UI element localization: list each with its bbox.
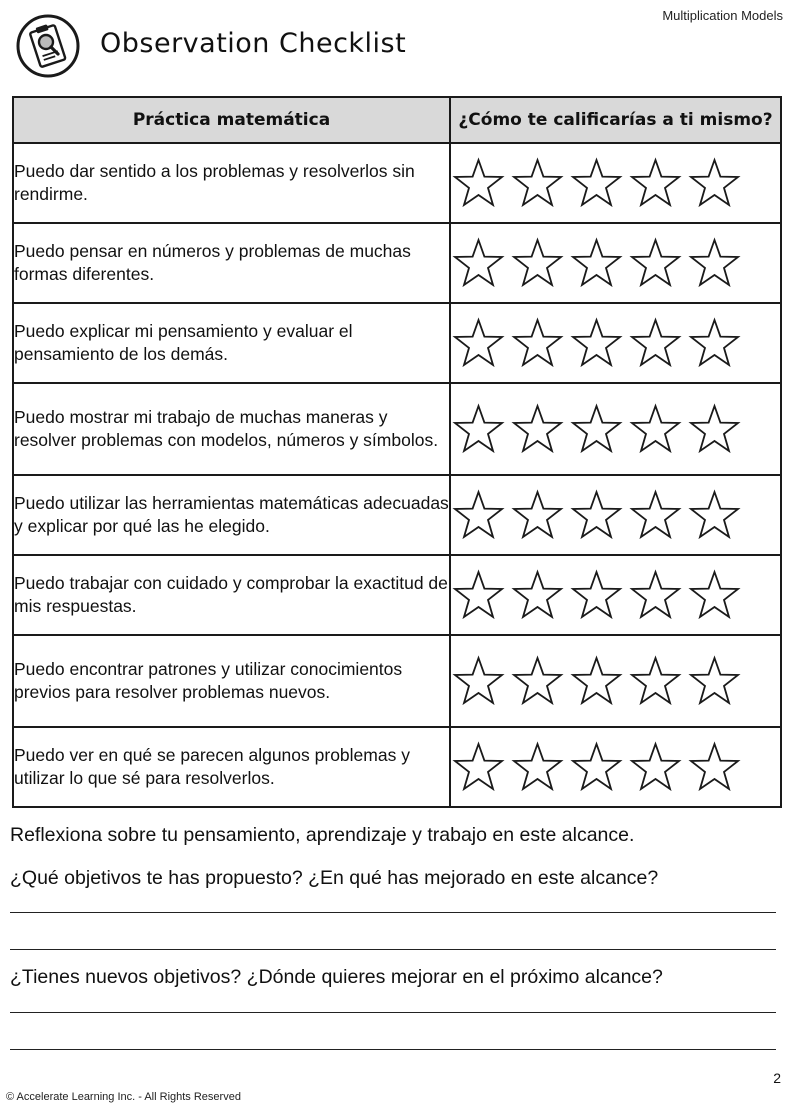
- star-rating: [451, 654, 780, 709]
- reflection-intro: Reflexiona sobre tu pensamiento, aprendizaje y trabajo en este alcance.: [10, 824, 635, 846]
- star-icon[interactable]: [451, 654, 506, 709]
- star-icon[interactable]: [451, 316, 506, 371]
- star-icon[interactable]: [510, 740, 565, 795]
- star-rating: [451, 402, 780, 457]
- star-icon[interactable]: [510, 402, 565, 457]
- clipboard-magnifier-icon: [16, 14, 80, 78]
- table-row: [13, 555, 781, 635]
- star-icon[interactable]: [628, 156, 683, 211]
- star-icon[interactable]: [569, 488, 624, 543]
- observation-checklist-table: [12, 96, 782, 808]
- page-title: Observation Checklist: [100, 28, 407, 59]
- star-rating: [451, 740, 780, 795]
- star-rating-cell: [450, 143, 781, 223]
- reflection-question-2: ¿Tienes nuevos objetivos? ¿Dónde quieres mejorar en el próximo alcance?: [10, 966, 663, 988]
- star-icon[interactable]: [451, 402, 506, 457]
- star-rating-cell: [450, 223, 781, 303]
- answer-line-2a[interactable]: [10, 1012, 776, 1013]
- star-icon[interactable]: [451, 156, 506, 211]
- table-row: [13, 223, 781, 303]
- practice-statement: Puedo utilizar las herramientas matemáticas adecuadas y explicar por qué las he elegido.: [13, 475, 450, 555]
- star-icon[interactable]: [687, 236, 742, 291]
- star-icon[interactable]: [628, 236, 683, 291]
- star-icon[interactable]: [510, 654, 565, 709]
- practice-statement: Puedo explicar mi pensamiento y evaluar el pensamiento de los demás.: [13, 303, 450, 383]
- star-icon[interactable]: [687, 568, 742, 623]
- star-icon[interactable]: [510, 236, 565, 291]
- star-icon[interactable]: [451, 568, 506, 623]
- star-icon[interactable]: [628, 654, 683, 709]
- star-rating-cell: [450, 727, 781, 807]
- table-row: [13, 727, 781, 807]
- practice-statement: Puedo dar sentido a los problemas y resolverlos sin rendirme.: [13, 143, 450, 223]
- star-icon[interactable]: [628, 316, 683, 371]
- practice-statement: Puedo encontrar patrones y utilizar conocimientos previos para resolver problemas nuevos.: [13, 635, 450, 727]
- star-icon[interactable]: [628, 740, 683, 795]
- star-rating: [451, 316, 780, 371]
- star-icon[interactable]: [628, 568, 683, 623]
- star-rating-cell: [450, 303, 781, 383]
- star-icon[interactable]: [569, 654, 624, 709]
- table-row: [13, 475, 781, 555]
- star-rating-cell: [450, 555, 781, 635]
- star-icon[interactable]: [569, 568, 624, 623]
- star-icon[interactable]: [451, 236, 506, 291]
- reflection-question-1: ¿Qué objetivos te has propuesto? ¿En qué has mejorado en este alcance?: [10, 867, 659, 889]
- product-name: Multiplication Models: [662, 8, 783, 23]
- star-icon[interactable]: [687, 740, 742, 795]
- answer-line-2b[interactable]: [10, 1049, 776, 1050]
- star-icon[interactable]: [569, 316, 624, 371]
- copyright-notice: © Accelerate Learning Inc. - All Rights Reserved: [6, 1091, 241, 1103]
- star-icon[interactable]: [569, 402, 624, 457]
- table-row: [13, 303, 781, 383]
- star-icon[interactable]: [510, 156, 565, 211]
- star-rating: [451, 236, 780, 291]
- star-icon[interactable]: [687, 156, 742, 211]
- star-icon[interactable]: [510, 568, 565, 623]
- star-icon[interactable]: [569, 156, 624, 211]
- star-rating-cell: [450, 475, 781, 555]
- column-header-rating: ¿Cómo te calificarías a ti mismo?: [450, 97, 781, 143]
- star-rating: [451, 568, 780, 623]
- table-header-row: [13, 97, 781, 143]
- star-rating-cell: [450, 635, 781, 727]
- star-rating-cell: [450, 383, 781, 475]
- answer-line-1b[interactable]: [10, 949, 776, 950]
- practice-statement: Puedo ver en qué se parecen algunos problemas y utilizar lo que sé para resolverlos.: [13, 727, 450, 807]
- table-row: [13, 383, 781, 475]
- star-icon[interactable]: [451, 488, 506, 543]
- table-row: [13, 143, 781, 223]
- star-icon[interactable]: [687, 316, 742, 371]
- star-icon[interactable]: [510, 316, 565, 371]
- star-icon[interactable]: [628, 402, 683, 457]
- practice-statement: Puedo pensar en números y problemas de muchas formas diferentes.: [13, 223, 450, 303]
- star-icon[interactable]: [628, 488, 683, 543]
- star-rating: [451, 156, 780, 211]
- answer-line-1a[interactable]: [10, 912, 776, 913]
- page-number: 2: [773, 1070, 781, 1086]
- star-icon[interactable]: [451, 740, 506, 795]
- star-icon[interactable]: [569, 236, 624, 291]
- star-icon[interactable]: [687, 402, 742, 457]
- star-rating: [451, 488, 780, 543]
- star-icon[interactable]: [510, 488, 565, 543]
- column-header-practice: Práctica matemática: [13, 97, 450, 143]
- star-icon[interactable]: [687, 488, 742, 543]
- practice-statement: Puedo mostrar mi trabajo de muchas maneras y resolver problemas con modelos, números y símbolos.: [13, 383, 450, 475]
- table-row: [13, 635, 781, 727]
- practice-statement: Puedo trabajar con cuidado y comprobar la exactitud de mis respuestas.: [13, 555, 450, 635]
- star-icon[interactable]: [687, 654, 742, 709]
- star-icon[interactable]: [569, 740, 624, 795]
